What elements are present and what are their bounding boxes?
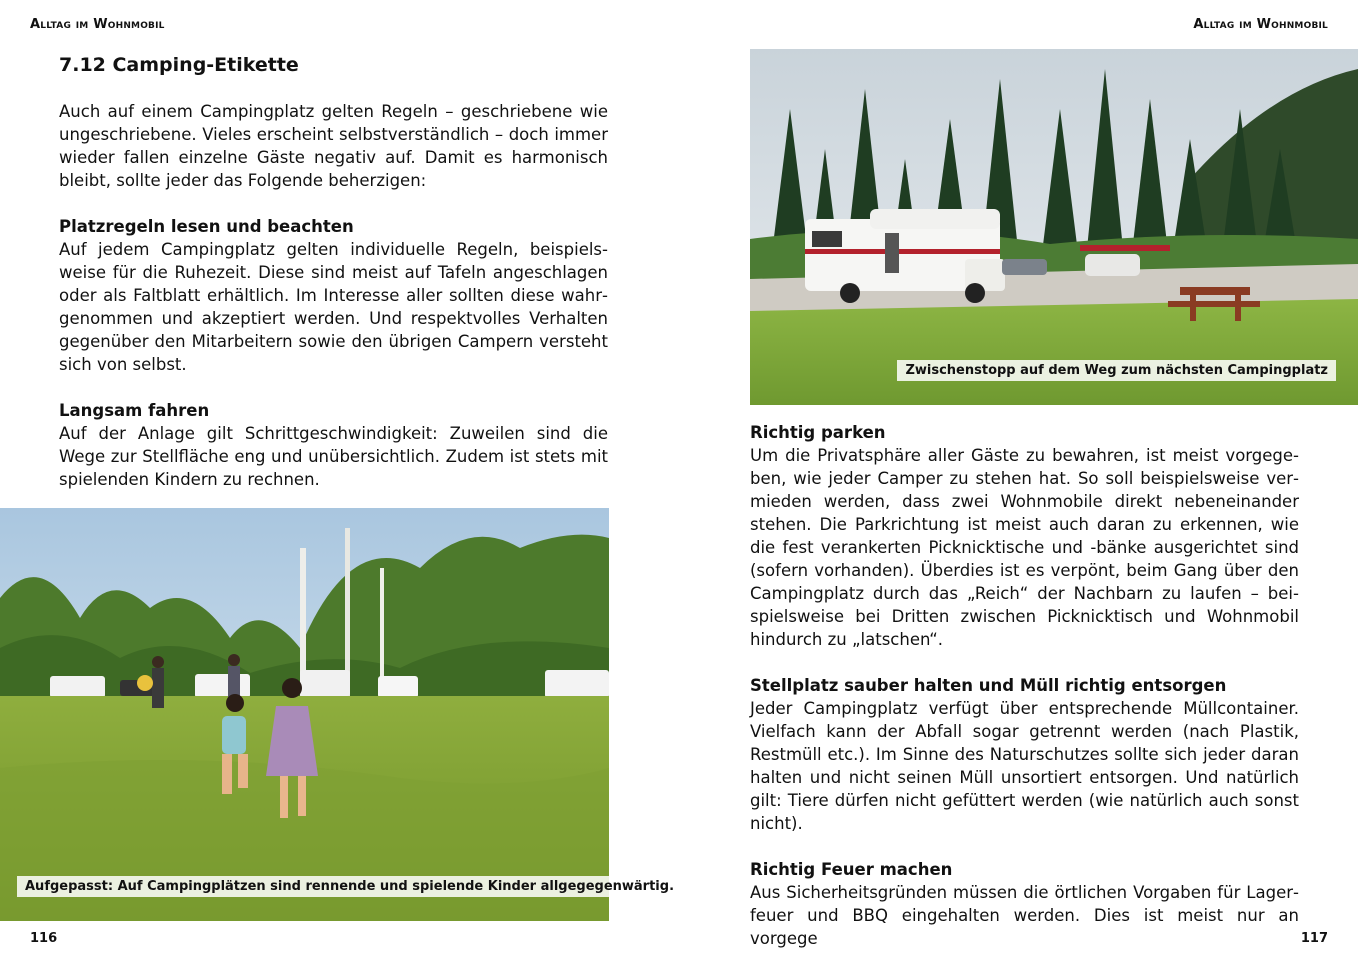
section-body: Jeder Campingplatz verfügt über entsprechende Müllcontainer. Vielfach kann der Abfall sogar getrennt werden (nach Plastik, Restmüll etc.). Im Sinne des Naturschutzes sollte sich jeder daran halten und nicht seinen Müll unsortiert entsorgen. Und natürlich gilt: Tiere dürfen nicht gefüttert werden (wie natürlich auch sonst nicht). <box>750 699 1299 833</box>
right-page <box>679 0 1358 974</box>
photo-rv-stop <box>750 49 1358 405</box>
running-head: Alltag im Wohnmobil <box>30 17 165 32</box>
section-body: Auf jedem Campingplatz gelten individuelle Regeln, beispielsweise für die Ruhezeit. Diese sind meist auf Tafeln angeschlagen oder als Faltblatt erhältlich. Im Interesse aller sollten diese wahrgenommen und akzeptiert werden. Und respektvolles Verhalten gegenüber den Mitarbeitern sowie den übrigen Campern versteht sich von selbst. <box>59 240 608 374</box>
photo-caption: Zwischenstopp auf dem Weg zum nächsten Campingplatz <box>897 360 1336 381</box>
page-number: 117 <box>1300 931 1328 946</box>
photo-caption: Aufgepasst: Auf Campingplätzen sind rennende und spielende Kinder allgegegenwärtig. <box>17 876 682 897</box>
section-muell-entsorgen <box>750 674 1299 835</box>
section-richtig-parken <box>750 421 1299 651</box>
section-heading: Stellplatz sauber halten und Müll richtig entsorgen <box>750 676 1227 695</box>
photo-children-playing <box>0 508 675 921</box>
section-heading: Langsam fahren <box>59 401 210 420</box>
section-heading: Richtig parken <box>750 423 886 442</box>
running-head: Alltag im Wohnmobil <box>1193 17 1328 32</box>
section-langsam-fahren <box>59 399 608 491</box>
body-text <box>750 421 1299 973</box>
section-feuer-machen <box>750 858 1299 950</box>
page-number: 116 <box>30 931 58 946</box>
intro-paragraph: Auch auf einem Campingplatz gelten Regeln – geschriebene wie ungeschriebene. Vieles erscheint selbstverständlich – doch immer wieder fallen einzelne Gäste negativ auf. Damit es harmonisch bleibt, sollte jeder das Folgende beherzigen: <box>59 102 608 190</box>
section-body: Aus Sicherheitsgründen müssen die örtlichen Vorgaben für Lagerfeuer und BBQ eingehalten werden. Dies ist meist nur an vorgege <box>750 883 1299 948</box>
section-body: Auf der Anlage gilt Schrittgeschwindigkeit: Zuweilen sind die Wege zur Stellfläche eng und unübersichtlich. Zudem ist stets mit spielenden Kindern zu rechnen. <box>59 424 608 489</box>
body-text <box>59 100 608 514</box>
rv-forest-illustration <box>750 49 1358 405</box>
section-platzregeln <box>59 215 608 376</box>
chapter-title: 7.12 Camping-Etikette <box>59 54 299 76</box>
campsite-meadow-illustration <box>0 508 609 921</box>
section-heading: Richtig Feuer machen <box>750 860 953 879</box>
section-body: Um die Privatsphäre aller Gäste zu bewahren, ist meist vorgegeben, wie jeder Camper zu stehen hat. So soll beispielsweise vermieden werden, dass zwei Wohnmobile direkt nebeneinander stehen. Die Parkrichtung ist meist auch daran zu erkennen, wie die fest verankerten Picknicktische und -bänke ausgerichtet sind (sofern vorhanden). Überdies ist es verpönt, beim Gang über den Campingplatz durch das „Reich“ der Nachbarn zu laufen – beispielsweise bei Dritten zwischen Picknicktisch und Wohnmobil hindurch zu „latschen“. <box>750 446 1299 649</box>
section-heading: Platzregeln lesen und beachten <box>59 217 354 236</box>
